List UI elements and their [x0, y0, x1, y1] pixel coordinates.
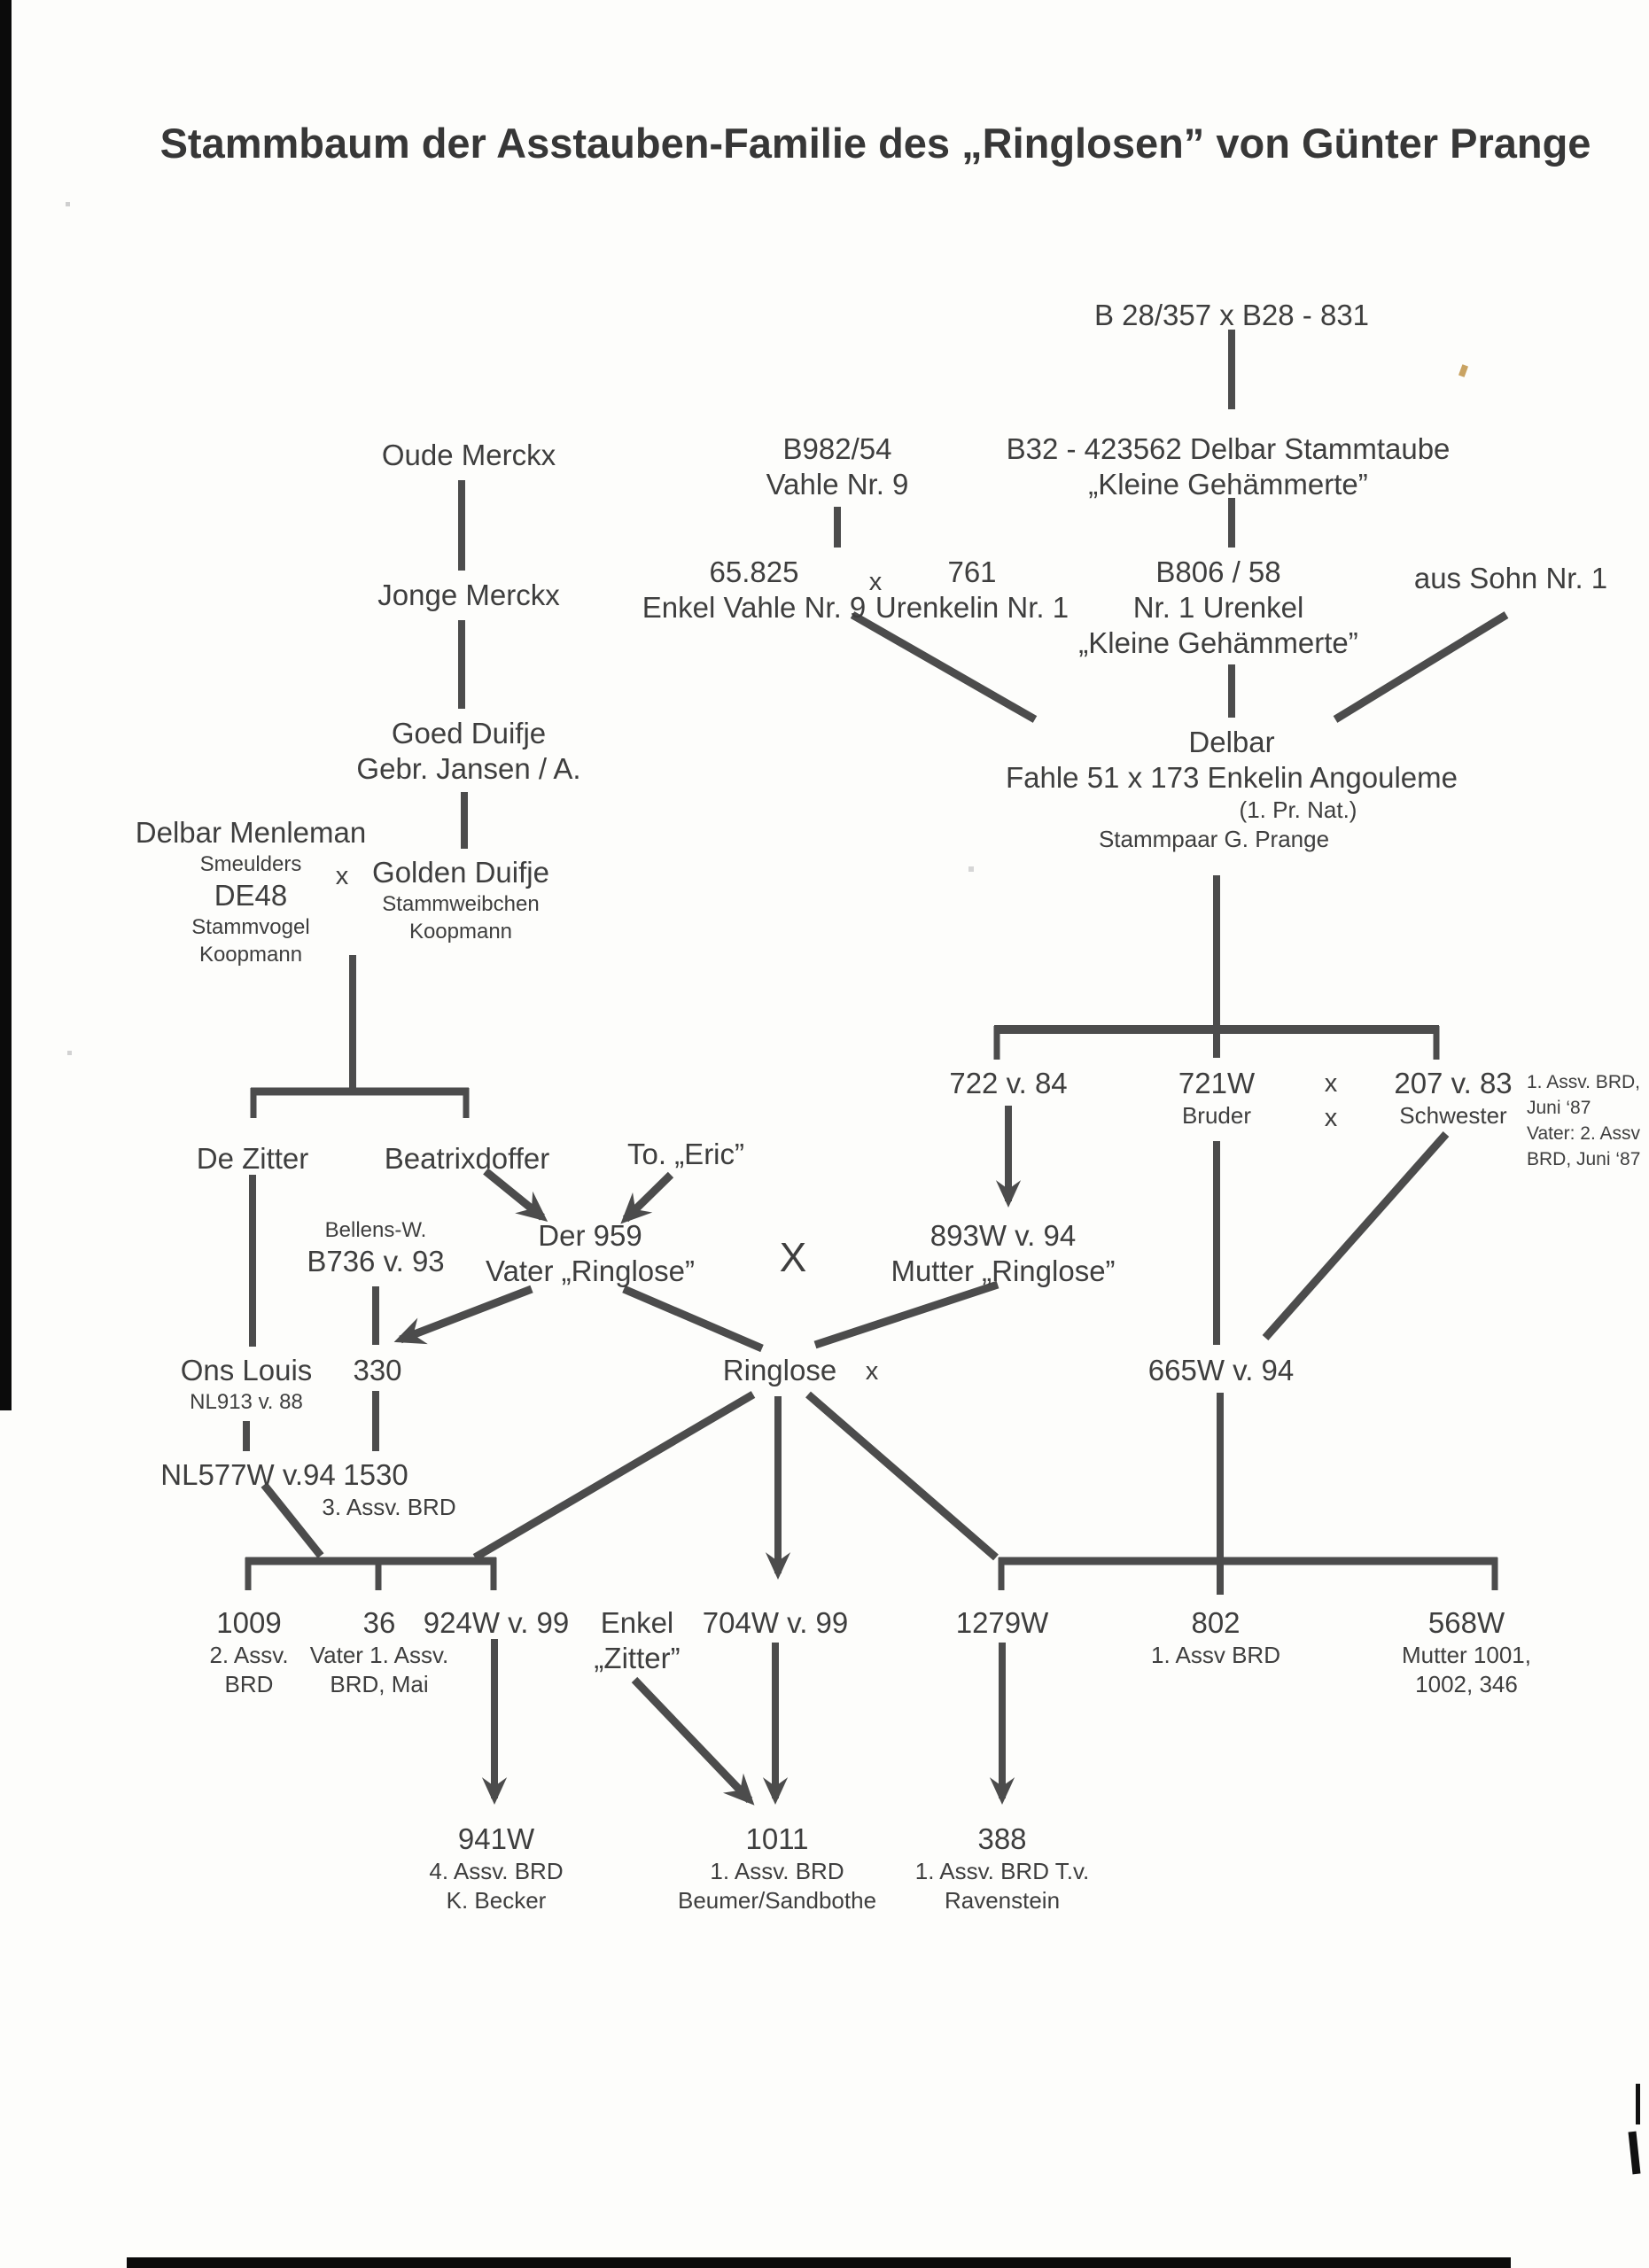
node-n941w-line: 4. Assv. BRD	[429, 1858, 564, 1884]
node-n330-line: 330	[353, 1354, 402, 1386]
edge-to-eric-to-der-959	[626, 1175, 671, 1219]
node-n1009-line: BRD	[224, 1671, 274, 1697]
node-delbar-stammpaar-line: Stammpaar G. Prange	[1098, 826, 1330, 852]
edge-207-to-665W	[1265, 1134, 1446, 1338]
node-der-959-line: Vater „Ringlose”	[486, 1254, 695, 1287]
node-delbar-menleman-line: Koopmann	[198, 943, 303, 967]
node-ringlose	[723, 1353, 836, 1388]
gray-speck-3	[67, 1051, 72, 1055]
node-delbar-menleman-line: Smeulders	[199, 852, 302, 876]
node-de-zitter-line: De Zitter	[196, 1142, 309, 1175]
node-urenkelin-line: 761	[947, 555, 997, 588]
node-enkel-vahle-line: 65.825	[709, 555, 799, 588]
node-b736-line: B736 v. 93	[307, 1245, 445, 1278]
gray-speck-1	[66, 202, 70, 206]
node-n893w	[891, 1218, 1115, 1289]
node-b736	[307, 1216, 444, 1279]
node-n207-line: 207 v. 83	[1394, 1067, 1513, 1099]
node-n924w	[424, 1605, 569, 1641]
node-n722-line: 722 v. 84	[949, 1067, 1068, 1099]
node-der-959	[486, 1218, 695, 1289]
node-anno-207-line: 1. Assv. BRD,	[1527, 1072, 1640, 1092]
node-ringlose-line: Ringlose	[722, 1354, 837, 1386]
node-n388-line: 1. Assv. BRD T.v.	[914, 1858, 1090, 1884]
node-b982-vahle	[766, 431, 909, 502]
node-n568w-line: 568W	[1427, 1606, 1505, 1639]
node-b806-line: „Kleine Gehämmerte”	[1078, 626, 1358, 659]
node-n924w-line: 924W v. 99	[423, 1606, 570, 1639]
node-enkel-zitter-line: Enkel	[600, 1606, 674, 1639]
edge-der-959-to-ringlose	[624, 1289, 762, 1348]
edge-aus-sohn-to-delbar	[1335, 615, 1506, 719]
node-anno-207-line: BRD, Juni ‘87	[1527, 1149, 1641, 1169]
node-b806-line: Nr. 1 Urenkel	[1132, 591, 1304, 624]
node-de-zitter	[197, 1141, 309, 1177]
node-n388	[915, 1821, 1090, 1915]
node-goed-duifje-line: Gebr. Jansen / A.	[356, 752, 581, 785]
node-n665w	[1148, 1353, 1294, 1388]
node-nl577w-line: NL577W v.94	[160, 1458, 336, 1491]
bottom-edge-scan-bar	[127, 2257, 1511, 2268]
node-aus-sohn	[1414, 561, 1607, 596]
node-n665w-line: 665W v. 94	[1147, 1354, 1295, 1386]
node-enkel-zitter-line: „Zitter”	[594, 1642, 681, 1674]
node-n568w-line: 1002, 346	[1415, 1671, 1518, 1697]
node-delbar-menleman-line: DE48	[214, 879, 288, 912]
node-aus-sohn-line: aus Sohn Nr. 1	[1413, 562, 1608, 594]
node-beatrixdoffer-line: Beatrixdoffer	[384, 1142, 550, 1175]
node-jonge-merckx-line: Jonge Merckx	[377, 579, 560, 611]
node-urenkelin	[875, 555, 1069, 625]
node-x-721-upper	[1325, 1068, 1338, 1099]
node-to-eric	[627, 1137, 744, 1172]
node-n1009-line: 1009	[216, 1606, 282, 1639]
node-big-x	[779, 1234, 807, 1280]
node-n802	[1151, 1605, 1280, 1670]
node-n802-line: 1. Assv BRD	[1151, 1642, 1280, 1668]
node-n1009-line: 2. Assv.	[209, 1642, 289, 1668]
node-beatrixdoffer	[385, 1141, 550, 1177]
node-anno-207-line: Vater: 2. Assv	[1527, 1123, 1640, 1144]
node-b28-pair-line: B 28/357 x B28 - 831	[1093, 299, 1370, 331]
node-delbar-stammpaar-line: (1. Pr. Nat.)	[1239, 796, 1357, 823]
node-n721w-line: 721W	[1178, 1067, 1256, 1099]
node-b28-pair	[1094, 298, 1369, 333]
node-n1279w	[956, 1605, 1049, 1641]
node-n704w-line: 704W v. 99	[702, 1606, 849, 1639]
edge-beatrixdoffer-to-der-959	[486, 1171, 542, 1217]
node-x-koopmann	[336, 861, 349, 891]
node-x-koopmann-line: x	[335, 862, 349, 890]
node-n704w	[703, 1605, 848, 1641]
node-anno-207	[1527, 1069, 1640, 1172]
node-n1530-line: 1530	[343, 1458, 408, 1491]
node-n568w-line: Mutter 1001,	[1402, 1642, 1531, 1668]
node-ons-louis-line: Ons Louis	[180, 1354, 313, 1386]
node-urenkelin-line: Urenkelin Nr. 1	[875, 591, 1070, 624]
left-edge-scan-bar	[0, 0, 12, 1410]
diagram-title: Stammbaum der Asstauben-Familie des „Ringlosen” von Günter Prange	[159, 120, 1591, 167]
node-n36-line: Vater 1. Assv.	[309, 1642, 449, 1668]
node-delbar-stammpaar-line: Delbar	[1188, 726, 1275, 758]
node-enkel-vahle	[642, 555, 867, 625]
node-enkel-zitter	[594, 1605, 680, 1676]
right-edge-mark-1	[1636, 2084, 1640, 2124]
node-n941w-line: K. Becker	[446, 1887, 547, 1914]
node-n568w	[1402, 1605, 1531, 1699]
node-golden-duifje	[372, 855, 549, 945]
node-delbar-menleman-line: Stammvogel	[191, 915, 310, 939]
node-goed-duifje-line: Goed Duifje	[391, 717, 547, 750]
node-anno-207-line: Juni ‘87	[1527, 1098, 1591, 1118]
node-n1530-line: 3. Assv. BRD	[322, 1494, 456, 1520]
node-b32-stammtaube	[1007, 431, 1451, 502]
node-b982-vahle-line: B982/54	[782, 432, 892, 465]
node-n388-line: 388	[977, 1822, 1027, 1855]
node-n330	[353, 1353, 401, 1388]
node-n802-line: 802	[1191, 1606, 1241, 1639]
node-n721w-line: Bruder	[1181, 1102, 1252, 1129]
node-delbar-menleman-line: Delbar Menleman	[135, 816, 367, 849]
node-b32-stammtaube-line: B32 - 423562 Delbar Stammtaube	[1006, 432, 1451, 465]
node-n941w	[429, 1821, 563, 1915]
node-n1011-line: 1011	[745, 1822, 809, 1855]
node-b736-line: Bellens-W.	[324, 1218, 427, 1242]
node-x-ringlose	[866, 1356, 879, 1386]
node-der-959-line: Der 959	[538, 1219, 642, 1252]
node-n1011	[678, 1821, 876, 1915]
node-n36-line: BRD, Mai	[330, 1671, 429, 1697]
node-n1279w-line: 1279W	[955, 1606, 1049, 1639]
node-goed-duifje	[356, 716, 580, 787]
node-ons-louis-line: NL913 v. 88	[190, 1390, 303, 1414]
node-n893w-line: Mutter „Ringlose”	[891, 1254, 1116, 1287]
node-delbar-stammpaar	[1006, 725, 1458, 854]
node-golden-duifje-line: Golden Duifje	[372, 856, 549, 889]
node-b982-vahle-line: Vahle Nr. 9	[766, 468, 909, 501]
edge-enkel-zitter-to-1011	[634, 1680, 750, 1800]
node-n388-line: Ravenstein	[944, 1887, 1061, 1914]
node-oude-merckx	[382, 438, 556, 473]
node-b806-line: B806 / 58	[1155, 555, 1281, 588]
node-golden-duifje-line: Stammweibchen	[382, 892, 540, 916]
node-n893w-line: 893W v. 94	[930, 1219, 1077, 1252]
node-jonge-merckx	[377, 578, 559, 613]
node-n722	[949, 1066, 1067, 1101]
node-n1011-line: 1. Assv. BRD	[710, 1858, 844, 1884]
node-n207	[1394, 1066, 1512, 1130]
node-enkel-vahle-line: Enkel Vahle Nr. 9	[642, 591, 867, 624]
edge-ringlose-to-right-bracket	[808, 1394, 996, 1557]
node-x-721-lower	[1325, 1103, 1338, 1133]
node-oude-merckx-line: Oude Merckx	[381, 439, 556, 471]
node-n941w-line: 941W	[457, 1822, 535, 1855]
node-x-721-upper-line: x	[1324, 1069, 1338, 1098]
node-n1530	[308, 1457, 456, 1522]
node-x-721-lower-line: x	[1324, 1104, 1338, 1132]
node-n207-line: Schwester	[1399, 1102, 1507, 1129]
node-delbar-menleman	[136, 815, 366, 968]
node-to-eric-line: To. „Eric”	[627, 1138, 744, 1170]
node-x-ringlose-line: x	[865, 1357, 879, 1386]
node-delbar-stammpaar-line: Fahle 51 x 173 Enkelin Angouleme	[1005, 761, 1458, 794]
edge-ringlose-to-left-bracket	[475, 1394, 753, 1557]
node-b806	[1078, 555, 1357, 661]
node-ons-louis	[181, 1353, 313, 1416]
node-x-vahle-line: x	[868, 568, 883, 596]
node-n36-line: 36	[362, 1606, 396, 1639]
node-n1009	[209, 1605, 288, 1699]
edge-der-959-to-330	[401, 1289, 532, 1340]
node-n721w	[1178, 1066, 1255, 1130]
gray-speck-2	[968, 866, 974, 872]
edge-893W-to-ringlose	[815, 1285, 998, 1345]
node-big-x-line: X	[779, 1234, 807, 1280]
node-b32-stammtaube-line: „Kleine Gehämmerte”	[1088, 468, 1368, 501]
node-golden-duifje-line: Koopmann	[408, 920, 513, 944]
node-n1011-line: Beumer/Sandbothe	[677, 1887, 877, 1914]
edge-enkel-vahle-pair-to-delbar	[852, 615, 1035, 719]
